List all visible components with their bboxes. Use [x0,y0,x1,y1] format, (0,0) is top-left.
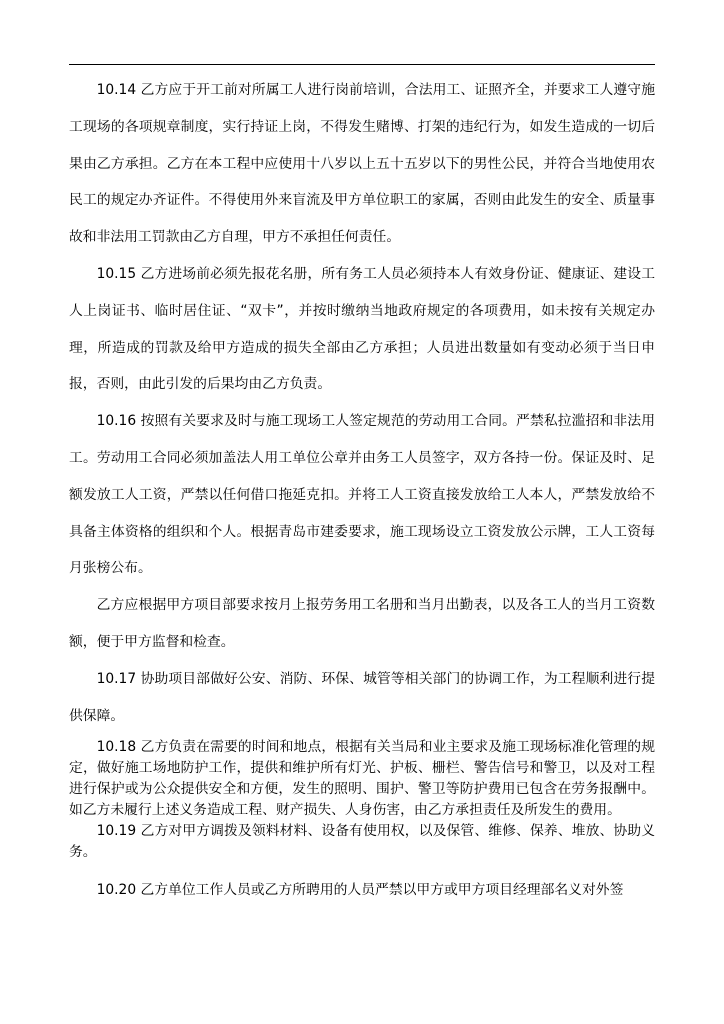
clause-10-19: 10.19 乙方对甲方调拨及领料材料、设备有使用权，以及保管、维修、保养、堆放、协助义务。 [69,823,655,861]
clause-10-17: 10.17 协助项目部做好公安、消防、环保、城管等相关部门的协调工作，为工程顺利进行提供保障。 [69,670,655,724]
clause-10-14: 10.14 乙方应于开工前对所属工人进行岗前培训，合法用工、证照齐全，并要求工人遵守施工现场的各项规章制度，实行持证上岗，不得发生赌博、打架的违纪行为，如发生造成的一切后果由乙方承担。乙方在本工程中应使用十八岁以上五十五岁以下的男性公民，并符合当地使用农民工的规定办齐证件。不得使用外来盲流及甲方单位职工的家属，否则由此发生的安全、质量事故和非法用工罚款由乙方自理，甲方不承担任何责任。 [69,82,655,246]
clause-10-15: 10.15 乙方进场前必须先报花名册，所有务工人员必须持本人有效身份证、健康证、建设工人上岗证书、临时居住证、“双卡”，并按时缴纳当地政府规定的各项费用，如未按有关规定办理，所造成的罚款及给甲方造成的损失全部由乙方承担；人员进出数量如有变动必须于当日申报，否则，由此引发的后果均由乙方负责。 [69,265,655,393]
clause-10-16: 10.16 按照有关要求及时与施工现场工人签定规范的劳动用工合同。严禁私拉滥招和非法用工。劳动用工合同必须加盖法人用工单位公章并由务工人员签字，双方各持一份。保证及时、足额发放工人工资，严禁以任何借口拖延克扣。并将工人工资直接发放给工人本人，严禁发放给不具备主体资格的组织和个人。根据青岛市建委要求，施工现场设立工资发放公示牌，工人工资每月张榜公布。 [69,413,655,577]
clause-10-16-supplement: 乙方应根据甲方项目部要求按月上报劳务用工名册和当月出勤表，以及各工人的当月工资数额，便于甲方监督和检查。 [69,597,655,650]
clause-10-18: 10.18 乙方负责在需要的时间和地点，根据有关当局和业主要求及施工现场标准化管理的规定，做好施工场地防护工作，提供和维护所有灯光、护板、栅栏、警告信号和警卫，以及对工程进行保护或为公众提供安全和方便，发生的照明、围护、警卫等防护费用已包含在劳务报酬中。如乙方未履行上述义务造成工程、财产损失、人身伤害，由乙方承担责任及所发生的费用。 [69,739,655,819]
header-rule [69,64,655,65]
document-body [69,72,655,909]
clause-10-20: 10.20 乙方单位工作人员或乙方所聘用的人员严禁以甲方或甲方项目经理部名义对外签 [96,882,624,899]
